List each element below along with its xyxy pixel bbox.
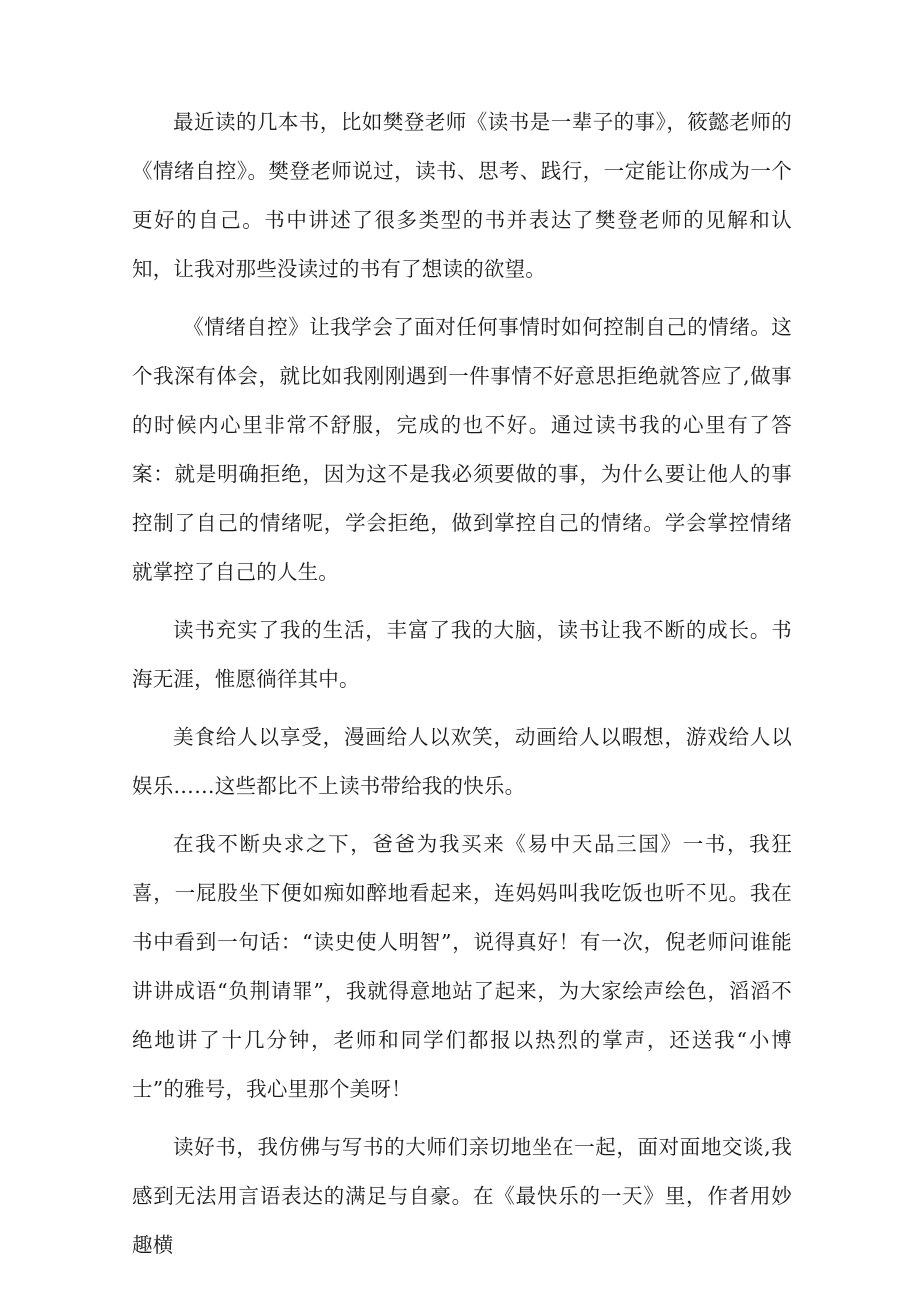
paragraph-5: 在我不断央求之下，爸爸为我买来《易中天品三国》一书，我狂喜，一屁股坐下便如痴如醉地看起来，连妈妈叫我吃饭也听不见。我在书中看到一句话：“读史使人明智”，说得真好！有一次，倪老师问谁能讲讲成语“负荆请罪”，我就得意地站了起来，为大家绘声绘色，滔滔不绝地讲了十几分钟，老师和同学们都报以热烈的掌声，还送我“小博士”的雅号，我心里那个美呀！ [132,832,792,1101]
paragraph-3: 读书充实了我的生活，丰富了我的大脑，读书让我不断的成长。书海无涯，惟愿徜徉其中。 [132,618,792,691]
paragraph-4: 美食给人以享受，漫画给人以欢笑，动画给人以暇想，游戏给人以娱乐……这些都比不上读书带给我的快乐。 [132,725,792,798]
paragraph-6: 读好书，我仿佛与写书的大师们亲切地坐在一起，面对面地交谈,我感到无法用言语表达的满足与自豪。在《最快乐的一天》里，作者用妙趣横 [132,1135,792,1257]
paragraph-2: 《情绪自控》让我学会了面对任何事情时如何控制自己的情绪。这个我深有体会，就比如我刚刚遇到一件事情不好意思拒绝就答应了,做事的时候内心里非常不舒服，完成的也不好。通过读书我的心里有了答案：就是明确拒绝，因为这不是我必须要做的事，为什么要让他人的事控制了自己的情绪呢，学会拒绝，做到掌控自己的情绪。学会掌控情绪就掌控了自己的人生。 [132,315,792,584]
document-body [132,98,792,1279]
paragraph-1: 最近读的几本书，比如樊登老师《读书是一辈子的事》，筱懿老师的《情绪自控》。樊登老师说过，读书、思考、践行，一定能让你成为一个更好的自己。书中讲述了很多类型的书并表达了樊登老师的见解和认知，让我对那些没读过的书有了想读的欲望。 [132,110,792,281]
